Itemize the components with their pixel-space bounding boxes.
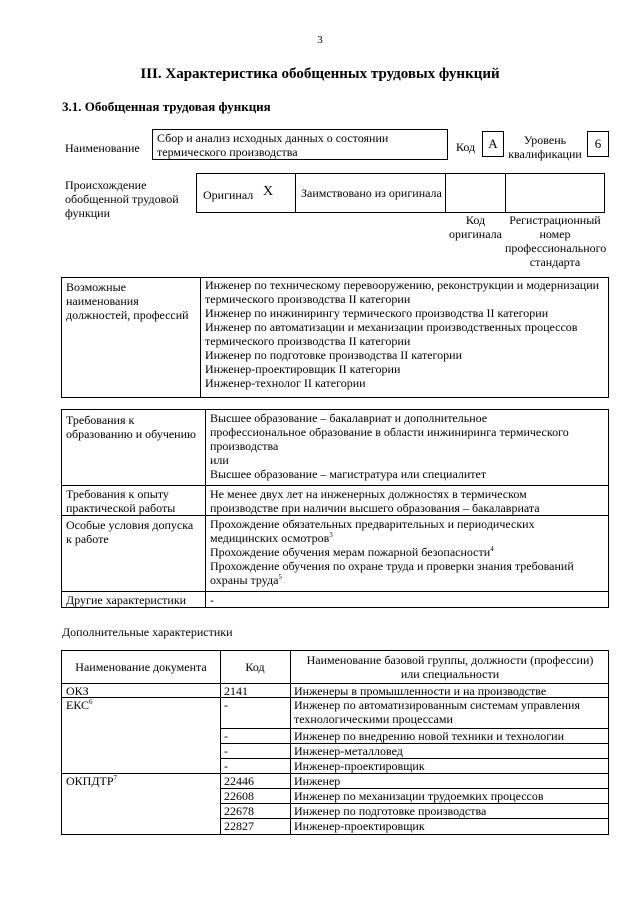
table-row-code: 22827 <box>224 819 254 833</box>
table-row-name: Инженер-проектировщик <box>294 819 425 833</box>
table-row-name: Инженер по подготовке производства <box>294 804 487 818</box>
table-row-name: Инженер-металловед <box>294 744 403 758</box>
text-line: производстве при наличии высшего образования – бакалавриата <box>210 501 540 515</box>
name-label: Наименование <box>65 141 140 155</box>
footnote-ref: 4 <box>490 545 494 553</box>
text-line: производства <box>210 439 279 453</box>
table-row-code: 22446 <box>224 774 254 788</box>
level-value: 6 <box>594 136 602 151</box>
experience-label: Требования к опыту практической работы <box>66 487 176 515</box>
origin-reg-caption: Регистрационный номер профессионального стандарта <box>505 213 607 269</box>
education-label: Требования к образованию и обучению <box>66 413 196 441</box>
text-line: Прохождение обязательных предварительных и периодических <box>210 517 535 531</box>
table-row-code: 22608 <box>224 789 254 803</box>
list-item: Инженер по автоматизации и механизации производственных процессов термического производства II категории <box>205 320 578 348</box>
table-row-code: - <box>224 744 228 758</box>
okz-code: 2141 <box>224 684 248 698</box>
text-line: Не менее двух лет на инженерных должностях в термическом <box>210 487 527 501</box>
okz-name: Инженеры в промышленности и на производстве <box>294 684 547 698</box>
text-line: Высшее образование – магистратура или специалитет <box>210 467 487 481</box>
conditions-label: Особые условия допуска к работе <box>66 518 194 546</box>
code-value: A <box>488 136 498 151</box>
other-value: - <box>210 593 214 607</box>
col-name-header: Наименование базовой группы, должности (профессии) или специальности <box>306 653 594 681</box>
okz-label: ОКЗ <box>66 684 89 698</box>
name-value-box <box>152 129 448 160</box>
col-code-header: Код <box>245 660 265 674</box>
origin-box <box>196 173 605 213</box>
name-value: Сбор и анализ исходных данных о состоянии термического производства <box>157 131 389 159</box>
text-line: медицинских осмотров$^3$ <box>210 531 333 545</box>
conditions-text <box>210 517 608 587</box>
positions-label: Возможные наименования должностей, профессий <box>66 280 189 322</box>
positions-table <box>61 277 609 398</box>
level-label: Уровень квалификации <box>508 133 582 161</box>
original-label: Оригинал <box>203 188 254 202</box>
additional-heading: Дополнительные характеристики <box>62 625 233 639</box>
level-value-box <box>587 131 609 157</box>
okpdtr-label: ОКПДТР$^7$ <box>66 774 118 788</box>
code-label: Код <box>456 140 476 154</box>
other-label: Другие характеристики <box>66 593 187 607</box>
additional-table <box>61 650 609 835</box>
text-line: Прохождение обучения по охране труда и проверки знания требований <box>210 559 574 573</box>
code-value-box <box>482 131 504 157</box>
table-row-name: Инженер по внедрению новой техники и технологии <box>294 729 564 743</box>
list-item: Инженер по подготовке производства II категории <box>205 348 462 362</box>
origin-code-caption: Код оригинала <box>449 213 502 241</box>
footnote-ref: 6 <box>89 698 93 706</box>
origin-label: Происхождение обобщенной трудовой функции <box>65 178 179 220</box>
table-row-code: 22678 <box>224 804 254 818</box>
section-title: III. Характеристика обобщенных трудовых функций <box>140 66 500 82</box>
text-line: Прохождение обучения мерам пожарной безопасности$^4$ <box>210 545 494 559</box>
footnote-ref: 3 <box>329 531 333 539</box>
eks-label: ЕКС$^6$ <box>66 698 93 712</box>
table-row-name: Инженер <box>294 774 341 788</box>
list-item: Инженер по инжинирингу термического производства II категории <box>205 306 549 320</box>
borrowed-label: Заимствовано из оригинала <box>301 186 442 200</box>
experience-text <box>210 487 606 515</box>
original-mark: X <box>263 184 274 199</box>
text-line: профессиональное образование в области инжиниринга термического <box>210 425 569 439</box>
table-row-name: Инженер по механизации трудоемких процессов <box>294 789 544 803</box>
education-text <box>210 411 606 481</box>
table-row-name: Инженер-проектировщик <box>294 759 425 773</box>
footnote-ref: 5 <box>278 573 282 581</box>
list-item: Инженер-технолог II категории <box>205 376 366 390</box>
table-row-name: Инженер по автоматизированным системам управления технологическими процессами <box>294 698 580 726</box>
text-line: или <box>210 453 229 467</box>
table-row-code: - <box>224 759 228 773</box>
text-line: Высшее образование – бакалавриат и дополнительное <box>210 411 488 425</box>
footnote-ref: 7 <box>113 774 118 782</box>
text-line: охраны труда$^5$ <box>210 573 282 587</box>
requirements-table <box>61 409 609 608</box>
subsection-title: 3.1. Обобщенная трудовая функция <box>62 99 271 114</box>
table-row-code: - <box>224 729 228 743</box>
page-number: 3 <box>317 34 323 46</box>
table-row-code: - <box>224 698 228 712</box>
list-item: Инженер-проектировщик II категории <box>205 362 401 376</box>
list-item: Инженер по техническому перевооружению, реконструкции и модернизации термического производства II категории <box>205 278 600 306</box>
positions-list <box>205 278 605 390</box>
col-doc-header: Наименование документа <box>75 660 207 674</box>
